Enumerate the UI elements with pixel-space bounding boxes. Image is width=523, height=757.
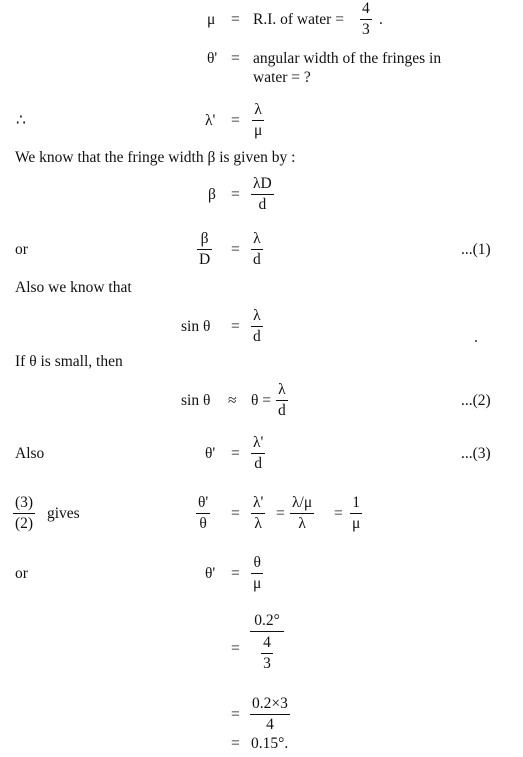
equals-sign: = [231, 112, 240, 129]
equals-sign: = [231, 640, 240, 657]
sin-theta-text: sin θ [181, 318, 211, 335]
theta-equals-text: θ = [251, 392, 272, 409]
period: . [379, 11, 383, 28]
fraction-lambda-over-mu: $\frac{\lambda}{\mu}$ [254, 101, 263, 139]
equation-tag-3: ...(3) [461, 445, 491, 462]
fraction-theta-prime-over-theta: $\frac{\theta'}{\theta}$ [198, 494, 209, 532]
equation-tag-1: ...(1) [461, 241, 491, 258]
fraction-lambda-over-d: $\frac{\lambda}{d}$ [253, 307, 261, 345]
equation-tag-2: ...(2) [461, 392, 491, 409]
fraction-theta-over-mu: $\frac{\theta}{\mu}$ [253, 554, 262, 592]
or-text: or [15, 565, 28, 582]
equals-sign: = [334, 505, 343, 522]
refractive-index-text: R.I. of water = [253, 11, 344, 28]
equals-sign: = [231, 505, 240, 522]
or-text: or [15, 241, 28, 258]
equals-sign: = [231, 318, 240, 335]
equals-sign: = [231, 706, 240, 723]
fraction-product-over-four: $\frac{0.2\times 3}{4}$ [252, 695, 288, 733]
angular-width-text-cont: water = ? [253, 69, 311, 86]
equals-sign: = [231, 50, 240, 67]
theta-prime-symbol: θ' [205, 565, 216, 582]
equals-sign: = [231, 241, 240, 258]
equals-sign: = [231, 11, 240, 28]
stray-dot [475, 340, 477, 342]
fraction-lambda-prime-over-lambda: $\frac{\lambda'}{\lambda}$ [253, 494, 264, 532]
sin-theta-text: sin θ [181, 392, 211, 409]
fraction-lambda-prime-over-d: $\frac{\lambda'}{d}$ [253, 434, 264, 472]
gives-text: gives [47, 505, 80, 522]
beta-symbol: β [208, 186, 216, 203]
theta-prime-symbol: θ' [207, 50, 218, 67]
fringe-width-intro: We know that the fringe width β is given by : [15, 149, 296, 166]
fraction-one-over-mu: $\frac{1}{\mu}$ [352, 494, 361, 532]
fraction-four-thirds: $\frac{4}{3}$ [362, 0, 370, 38]
fraction-lambda-over-d: $\frac{\lambda}{d}$ [278, 381, 286, 419]
equals-sign: = [231, 565, 240, 582]
also-text: Also [15, 445, 45, 462]
equals-sign: = [276, 505, 285, 522]
fraction-lambda-d-over-d: $\frac{\lambda D}{d}$ [253, 175, 272, 213]
equals-sign: = [231, 735, 240, 752]
approx-sign: ≈ [228, 392, 237, 409]
fraction-beta-over-d: $\frac{\beta}{D}$ [199, 230, 211, 268]
equals-sign: = [231, 445, 240, 462]
lambda-prime-symbol: λ' [205, 112, 216, 129]
angular-width-text: angular width of the fringes in [253, 50, 442, 67]
therefore-symbol: ∴ [16, 112, 26, 129]
fraction-lambda-mu-over-lambda: $\frac{\lambda/\mu}{\lambda}$ [292, 494, 313, 532]
nested-fraction: $\frac{0.2^\circ}{\frac{4}{3}}$ [250, 612, 284, 673]
fraction-lambda-over-d: $\frac{\lambda}{d}$ [253, 230, 261, 268]
fraction-four-thirds: $\frac{4}{3}$ [263, 634, 271, 672]
mu-symbol: μ [207, 11, 216, 28]
small-angle-text: If θ is small, then [15, 353, 123, 370]
fraction-eq3-over-eq2: $\frac{(3)}{(2)}$ [15, 494, 34, 532]
equals-sign: = [231, 186, 240, 203]
also-we-know-text: Also we know that [15, 279, 132, 296]
theta-prime-symbol: θ' [205, 445, 216, 462]
final-answer: 0.15°. [251, 735, 289, 752]
